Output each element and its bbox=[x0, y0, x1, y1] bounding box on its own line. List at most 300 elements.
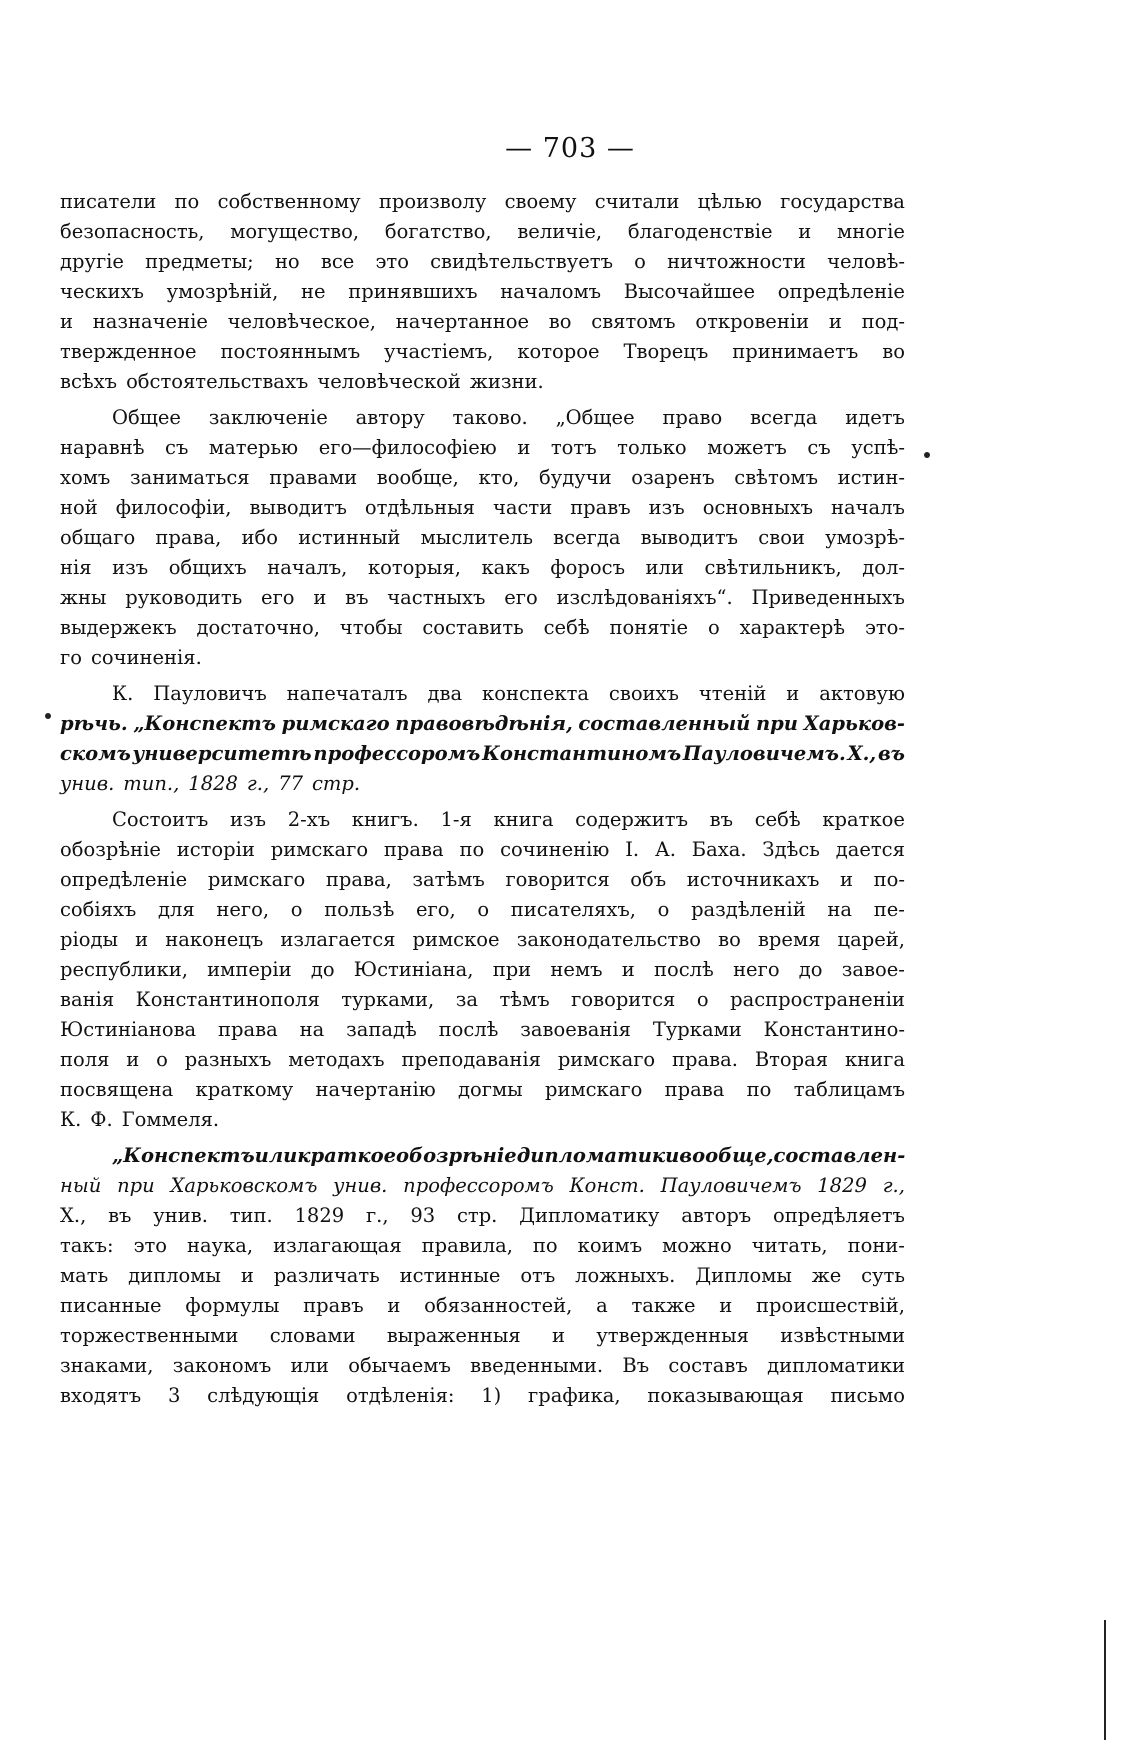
word: формулы bbox=[185, 1294, 280, 1317]
text-line bbox=[60, 985, 905, 1015]
word: поля bbox=[60, 1048, 110, 1071]
word: краткое bbox=[297, 1144, 397, 1167]
text-line bbox=[60, 1321, 905, 1351]
word: можетъ bbox=[707, 436, 787, 459]
word: началъ bbox=[830, 496, 905, 519]
word: 3 bbox=[167, 1384, 181, 1407]
word: время bbox=[757, 928, 821, 951]
text-line bbox=[60, 643, 905, 673]
word: это- bbox=[864, 616, 905, 639]
word: мыслитель bbox=[420, 526, 533, 549]
word: под- bbox=[861, 310, 905, 333]
word: царей, bbox=[837, 928, 905, 951]
word: или bbox=[645, 556, 684, 579]
word: говорится bbox=[505, 868, 610, 891]
word: жизни. bbox=[469, 370, 544, 393]
word: и bbox=[60, 310, 73, 333]
word: писателяхъ, bbox=[510, 898, 636, 921]
word: пони- bbox=[847, 1234, 905, 1257]
word: Турками bbox=[652, 1018, 742, 1041]
word: раздѣленій bbox=[691, 898, 806, 921]
text-body bbox=[60, 187, 905, 1411]
word: стр. bbox=[456, 1204, 498, 1227]
word: входятъ bbox=[60, 1384, 142, 1407]
word: пользѣ bbox=[324, 898, 395, 921]
word: все bbox=[320, 250, 355, 273]
word: слѣдующія bbox=[207, 1384, 320, 1407]
page-number: — 703 — bbox=[505, 133, 635, 164]
word: свидѣтельствуетъ bbox=[430, 250, 613, 273]
word: распространеніи bbox=[730, 988, 905, 1011]
text-line bbox=[60, 493, 905, 523]
word: обозрѣніе bbox=[396, 1144, 517, 1167]
word: 2-хъ bbox=[287, 808, 331, 831]
text-line bbox=[60, 1141, 905, 1171]
word: Баха. bbox=[691, 838, 747, 861]
word: Общее bbox=[112, 406, 181, 429]
word: изъ bbox=[112, 556, 149, 579]
word: г., bbox=[882, 1174, 905, 1197]
word: дипломы bbox=[128, 1264, 221, 1287]
word: Харьков- bbox=[803, 712, 905, 735]
word: постояннымъ bbox=[220, 340, 361, 363]
word: писанные bbox=[60, 1294, 162, 1317]
word: Х., bbox=[847, 742, 877, 765]
word: напечаталъ bbox=[286, 682, 408, 705]
word: А. bbox=[654, 838, 676, 861]
word: какъ bbox=[481, 556, 530, 579]
word: дается bbox=[835, 838, 905, 861]
word: о bbox=[634, 250, 646, 273]
word: Дипломы bbox=[695, 1264, 792, 1287]
text-line bbox=[60, 679, 905, 709]
word: но bbox=[274, 250, 300, 273]
text-line bbox=[60, 1171, 905, 1201]
word: его—философіею bbox=[318, 436, 497, 459]
word: говорится bbox=[571, 988, 676, 1011]
word: книга bbox=[493, 808, 554, 831]
word: можно bbox=[662, 1234, 732, 1257]
text-line bbox=[60, 835, 905, 865]
word: книга bbox=[844, 1048, 905, 1071]
word: скомъ bbox=[60, 742, 131, 765]
word: нія bbox=[60, 556, 92, 579]
word: озаренъ bbox=[631, 466, 715, 489]
text-line bbox=[60, 1381, 905, 1411]
word: объ bbox=[630, 868, 667, 891]
paragraph bbox=[60, 187, 905, 397]
word: человѣ- bbox=[827, 250, 905, 273]
word: всегда bbox=[750, 406, 818, 429]
word: ной bbox=[60, 496, 98, 519]
word: и bbox=[387, 1294, 401, 1317]
word: принимаетъ bbox=[732, 340, 859, 363]
word: тип., bbox=[123, 772, 180, 795]
word: Гоммеля. bbox=[121, 1108, 220, 1131]
text-line bbox=[60, 955, 905, 985]
word: вообще, bbox=[376, 466, 459, 489]
word: за bbox=[455, 988, 478, 1011]
word: заниматься bbox=[129, 466, 250, 489]
word: права, bbox=[325, 868, 392, 891]
text-line bbox=[60, 613, 905, 643]
word: Приведенныхъ bbox=[751, 586, 905, 609]
word: Ф. bbox=[90, 1108, 113, 1131]
text-line bbox=[60, 277, 905, 307]
word: при bbox=[117, 1174, 155, 1197]
text-line bbox=[60, 1291, 905, 1321]
text-line bbox=[60, 895, 905, 925]
word: профессоромъ bbox=[313, 742, 481, 765]
word: и bbox=[135, 928, 149, 951]
word: не bbox=[301, 280, 326, 303]
word: при bbox=[492, 958, 532, 981]
word: конспекта bbox=[482, 682, 589, 705]
word: правовѣдѣнія, bbox=[395, 712, 573, 735]
word: и bbox=[552, 1324, 566, 1347]
word: сочиненію bbox=[500, 838, 610, 861]
word: опредѣляетъ bbox=[773, 1204, 905, 1227]
word: же bbox=[811, 1264, 842, 1287]
word: только bbox=[617, 436, 687, 459]
word: свои bbox=[758, 526, 805, 549]
word: Конст. bbox=[569, 1174, 645, 1197]
word: краткое bbox=[822, 808, 905, 831]
word: ванія bbox=[60, 988, 115, 1011]
word: К. bbox=[112, 682, 134, 705]
word: Харьковскомъ bbox=[170, 1174, 318, 1197]
word: таково. bbox=[452, 406, 528, 429]
word: Пауловичъ bbox=[153, 682, 267, 705]
word: которыя, bbox=[367, 556, 461, 579]
text-line bbox=[60, 217, 905, 247]
word: сочиненія. bbox=[90, 646, 202, 669]
word: своихъ bbox=[608, 682, 679, 705]
word: суть bbox=[861, 1264, 905, 1287]
word: введенными. bbox=[470, 1354, 604, 1377]
word: правами bbox=[269, 466, 358, 489]
paragraph bbox=[60, 1141, 905, 1411]
word: завоеванія bbox=[520, 1018, 631, 1041]
word: г., bbox=[246, 772, 270, 795]
text-line bbox=[60, 583, 905, 613]
word: святомъ bbox=[591, 310, 676, 333]
text-line bbox=[60, 925, 905, 955]
word: мать bbox=[60, 1264, 109, 1287]
word: и bbox=[240, 1264, 254, 1287]
word: посвящена bbox=[60, 1078, 174, 1101]
word: „Общее bbox=[555, 406, 635, 429]
word: читать, bbox=[751, 1234, 828, 1257]
text-line bbox=[60, 1201, 905, 1231]
word: Константино- bbox=[763, 1018, 905, 1041]
word: истинные bbox=[399, 1264, 501, 1287]
word: дипломатики bbox=[767, 1354, 905, 1377]
word: западѣ bbox=[346, 1018, 417, 1041]
word: Высочайшее bbox=[623, 280, 756, 303]
word: турками, bbox=[341, 988, 435, 1011]
word: краткому bbox=[195, 1078, 294, 1101]
word: во bbox=[718, 928, 741, 951]
word: составъ bbox=[668, 1354, 748, 1377]
text-line bbox=[60, 187, 905, 217]
word: извѣстными bbox=[780, 1324, 905, 1347]
word: своему bbox=[504, 190, 577, 213]
word: умозрѣній, bbox=[166, 280, 279, 303]
word: изслѣдованіяхъ“. bbox=[556, 586, 733, 609]
word: дол- bbox=[862, 556, 905, 579]
word: о bbox=[707, 616, 720, 639]
word: происшествій, bbox=[756, 1294, 905, 1317]
word: части bbox=[492, 496, 553, 519]
word: выводитъ bbox=[249, 496, 347, 519]
word: писатели bbox=[60, 190, 157, 213]
word: Юстиніанова bbox=[60, 1018, 197, 1041]
word: Х., bbox=[60, 1204, 87, 1227]
word: Пауловичемъ. bbox=[682, 742, 846, 765]
word: К. bbox=[60, 1108, 82, 1131]
word: предметы; bbox=[145, 250, 254, 273]
word: себѣ bbox=[754, 808, 801, 831]
word: умозрѣ- bbox=[825, 526, 905, 549]
word: философіи, bbox=[115, 496, 232, 519]
word: унив. bbox=[60, 772, 115, 795]
word: словами bbox=[269, 1324, 356, 1347]
word: ибо bbox=[241, 526, 279, 549]
word: различать bbox=[273, 1264, 380, 1287]
word: рѣчь. bbox=[60, 712, 128, 735]
word: обозрѣніе bbox=[60, 838, 161, 861]
word: завое- bbox=[841, 958, 905, 981]
word: составлен- bbox=[773, 1144, 906, 1167]
word: автору bbox=[355, 406, 425, 429]
word: во bbox=[548, 310, 572, 333]
word: содержитъ bbox=[575, 808, 688, 831]
word: Въ bbox=[622, 1354, 650, 1377]
word: и bbox=[126, 1048, 140, 1071]
word: кто, bbox=[478, 466, 520, 489]
word: а bbox=[596, 1294, 608, 1317]
word: назначеніе bbox=[92, 310, 208, 333]
word: права. bbox=[672, 1048, 738, 1071]
word: 1-я bbox=[440, 808, 472, 831]
word: принявшихъ bbox=[348, 280, 478, 303]
word: начертанное bbox=[395, 310, 529, 333]
word: идетъ bbox=[845, 406, 905, 429]
word: участіемъ, bbox=[384, 340, 494, 363]
word: характерѣ bbox=[739, 616, 846, 639]
word: излагается bbox=[280, 928, 396, 951]
word: источникахъ bbox=[686, 868, 820, 891]
word: Вторая bbox=[754, 1048, 829, 1071]
word: въ bbox=[877, 742, 905, 765]
word: Творецъ bbox=[623, 340, 709, 363]
word: о bbox=[477, 898, 490, 921]
word: понятіе bbox=[609, 616, 689, 639]
word: изъ bbox=[229, 808, 267, 831]
word: считали bbox=[594, 190, 680, 213]
word: преподаванія bbox=[401, 1048, 541, 1071]
word: выводитъ bbox=[640, 526, 739, 549]
word: ческихъ bbox=[60, 280, 144, 303]
word: собіяхъ bbox=[60, 898, 137, 921]
word: правила, bbox=[421, 1234, 513, 1257]
text-line bbox=[60, 1231, 905, 1261]
text-line bbox=[60, 739, 905, 769]
word: выдержекъ bbox=[60, 616, 177, 639]
word: благоденствіе bbox=[627, 220, 773, 243]
word: такъ: bbox=[60, 1234, 114, 1257]
text-line bbox=[60, 337, 905, 367]
word: римскаго bbox=[544, 1078, 643, 1101]
word: выраженныя bbox=[386, 1324, 521, 1347]
word: отдѣльныя bbox=[364, 496, 475, 519]
word: права, bbox=[155, 526, 222, 549]
word: началъ, bbox=[267, 556, 348, 579]
word: него bbox=[733, 958, 780, 981]
word: два bbox=[427, 682, 463, 705]
word: ріоды bbox=[60, 928, 118, 951]
word: чтобы bbox=[339, 616, 403, 639]
word: законодательство bbox=[516, 928, 702, 951]
word: себѣ bbox=[543, 616, 590, 639]
word: римскаго bbox=[281, 712, 390, 735]
word: правъ bbox=[303, 1294, 364, 1317]
word: ложныхъ. bbox=[575, 1264, 676, 1287]
word: съ bbox=[165, 436, 189, 459]
word: въ bbox=[345, 586, 369, 609]
word: обязанностей, bbox=[424, 1294, 573, 1317]
word: отъ bbox=[520, 1264, 556, 1287]
word: тотъ bbox=[550, 436, 597, 459]
word: права bbox=[218, 1018, 278, 1041]
margin-dot bbox=[924, 452, 930, 458]
word: во bbox=[882, 340, 905, 363]
word: по bbox=[532, 1234, 558, 1257]
word: права bbox=[383, 838, 444, 861]
word: изъ bbox=[648, 496, 685, 519]
text-line bbox=[60, 1351, 905, 1381]
word: ный bbox=[60, 1174, 102, 1197]
word: всѣхъ bbox=[60, 370, 118, 393]
word: закономъ bbox=[172, 1354, 272, 1377]
margin-dot bbox=[45, 713, 51, 719]
word: начертанію bbox=[315, 1078, 436, 1101]
word: го bbox=[60, 646, 82, 669]
word: собственному bbox=[217, 190, 361, 213]
word: человѣческой bbox=[317, 370, 461, 393]
word: всегда bbox=[553, 526, 621, 549]
word: въ bbox=[108, 1204, 132, 1227]
word: многіе bbox=[837, 220, 905, 243]
word: началомъ bbox=[500, 280, 602, 303]
scan-edge-mark bbox=[1104, 1620, 1106, 1740]
word: или bbox=[254, 1144, 298, 1167]
word: и bbox=[719, 1294, 733, 1317]
word: о bbox=[657, 898, 670, 921]
word: республики, bbox=[60, 958, 188, 981]
word: 93 bbox=[410, 1204, 436, 1227]
word: его bbox=[261, 586, 295, 609]
text-line bbox=[60, 1105, 905, 1135]
word: и bbox=[621, 958, 635, 981]
word: коимъ bbox=[577, 1234, 643, 1257]
text-line bbox=[60, 247, 905, 277]
word: опредѣленіе bbox=[60, 868, 188, 891]
word: догмы bbox=[458, 1078, 523, 1101]
word: графика, bbox=[528, 1384, 621, 1407]
word: по bbox=[174, 190, 200, 213]
word: наравнѣ bbox=[60, 436, 145, 459]
word: 77 bbox=[278, 772, 304, 795]
word: форосъ bbox=[550, 556, 625, 579]
word: Пауловичемъ bbox=[660, 1174, 802, 1197]
word: величіе, bbox=[517, 220, 603, 243]
word: его bbox=[504, 586, 538, 609]
text-line bbox=[60, 1261, 905, 1291]
word: съ bbox=[807, 436, 831, 459]
word: государства bbox=[780, 190, 905, 213]
text-line bbox=[60, 1075, 905, 1105]
word: для bbox=[158, 898, 195, 921]
word: обстоятельствахъ bbox=[126, 370, 309, 393]
word: обычаемъ bbox=[348, 1354, 451, 1377]
word: г., bbox=[365, 1204, 389, 1227]
text-line bbox=[60, 463, 905, 493]
word: римскаго bbox=[270, 838, 369, 861]
word: римскаго bbox=[207, 868, 306, 891]
word: и bbox=[517, 436, 531, 459]
word: отдѣленія: bbox=[346, 1384, 455, 1407]
text-line bbox=[60, 553, 905, 583]
word: о bbox=[696, 988, 709, 1011]
word: и bbox=[798, 220, 812, 243]
word: свѣтомъ bbox=[734, 466, 819, 489]
text-line bbox=[60, 805, 905, 835]
word: на bbox=[827, 898, 853, 921]
word: Константинополя bbox=[135, 988, 320, 1011]
word: Дипломатику bbox=[519, 1204, 660, 1227]
word: стр. bbox=[312, 772, 361, 795]
word: и bbox=[828, 310, 842, 333]
word: и bbox=[840, 868, 853, 891]
word: него, bbox=[216, 898, 270, 921]
text-line bbox=[60, 1015, 905, 1045]
word: исторіи bbox=[176, 838, 255, 861]
word: разныхъ bbox=[184, 1048, 272, 1071]
word: Здѣсь bbox=[762, 838, 820, 861]
word: откровеніи bbox=[695, 310, 810, 333]
word: торжественными bbox=[60, 1324, 239, 1347]
word: составленный bbox=[578, 712, 751, 735]
word: общихъ bbox=[168, 556, 247, 579]
word: опредѣленіе bbox=[777, 280, 905, 303]
word: Юстиніана, bbox=[353, 958, 474, 981]
word: немъ bbox=[550, 958, 603, 981]
word: унив. bbox=[333, 1174, 388, 1197]
text-line bbox=[60, 865, 905, 895]
word: „Конспектъ bbox=[112, 1144, 255, 1167]
word: это bbox=[375, 250, 409, 273]
word: право bbox=[662, 406, 723, 429]
word: матерью bbox=[208, 436, 299, 459]
word: І. bbox=[625, 838, 640, 861]
word: цѣлью bbox=[697, 190, 762, 213]
word: показывающая bbox=[647, 1384, 804, 1407]
word: и bbox=[313, 586, 327, 609]
word: о bbox=[290, 898, 303, 921]
word: пе- bbox=[873, 898, 905, 921]
